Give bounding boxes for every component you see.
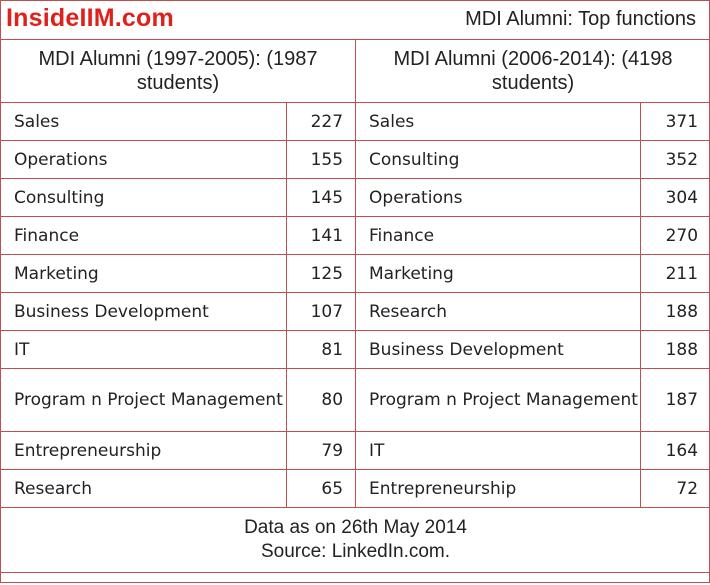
count-cell: 125 — [287, 255, 356, 293]
header-row — [1, 40, 710, 103]
count-cell: 164 — [641, 432, 710, 470]
functions-table — [0, 39, 710, 573]
count-cell: 155 — [287, 141, 356, 179]
function-cell: Consulting — [356, 141, 641, 179]
function-cell: Program n Project Management — [356, 369, 641, 432]
table-row — [1, 331, 710, 369]
table-row — [1, 141, 710, 179]
data-date-note: Data as on 26th May 2014 — [244, 517, 467, 538]
count-cell: 107 — [287, 293, 356, 331]
count-cell: 80 — [287, 369, 356, 432]
count-cell: 371 — [641, 103, 710, 141]
count-cell: 227 — [287, 103, 356, 141]
count-cell: 187 — [641, 369, 710, 432]
function-cell: Sales — [356, 103, 641, 141]
function-cell: IT — [1, 331, 287, 369]
chart-title: MDI Alumni: Top functions — [465, 8, 696, 30]
column-header-2006-2014: MDI Alumni (2006-2014): (4198 students) — [356, 40, 710, 103]
function-cell: IT — [356, 432, 641, 470]
source-note: Source: LinkedIn.com. — [260, 541, 451, 562]
count-cell: 141 — [287, 217, 356, 255]
function-cell: Business Development — [356, 331, 641, 369]
table-row — [1, 255, 710, 293]
footer-row — [1, 508, 710, 573]
function-cell: Program n Project Management — [1, 369, 287, 432]
function-cell: Finance — [356, 217, 641, 255]
function-cell: Research — [1, 470, 287, 508]
table-row — [1, 432, 710, 470]
function-cell: Marketing — [1, 255, 287, 293]
function-cell: Finance — [1, 217, 287, 255]
count-cell: 145 — [287, 179, 356, 217]
function-cell: Operations — [1, 141, 287, 179]
function-cell: Sales — [1, 103, 287, 141]
logo-text: InsideIIM.com — [6, 4, 174, 32]
count-cell: 352 — [641, 141, 710, 179]
column-header-1997-2005: MDI Alumni (1997-2005): (1987 students) — [1, 40, 356, 103]
count-cell: 188 — [641, 293, 710, 331]
function-cell: Business Development — [1, 293, 287, 331]
count-cell: 270 — [641, 217, 710, 255]
count-cell: 79 — [287, 432, 356, 470]
table-row — [1, 369, 710, 432]
function-cell: Research — [356, 293, 641, 331]
logo — [6, 3, 174, 34]
count-cell: 211 — [641, 255, 710, 293]
count-cell: 304 — [641, 179, 710, 217]
table-body — [1, 103, 710, 508]
function-cell: Entrepreneurship — [1, 432, 287, 470]
count-cell: 72 — [641, 470, 710, 508]
function-cell: Marketing — [356, 255, 641, 293]
count-cell: 188 — [641, 331, 710, 369]
footer-cell — [1, 508, 710, 573]
function-cell: Entrepreneurship — [356, 470, 641, 508]
function-cell: Consulting — [1, 179, 287, 217]
table-row — [1, 179, 710, 217]
table-row — [1, 217, 710, 255]
count-cell: 81 — [287, 331, 356, 369]
table-row — [1, 103, 710, 141]
table-row — [1, 470, 710, 508]
table-row — [1, 293, 710, 331]
count-cell: 65 — [287, 470, 356, 508]
function-cell: Operations — [356, 179, 641, 217]
